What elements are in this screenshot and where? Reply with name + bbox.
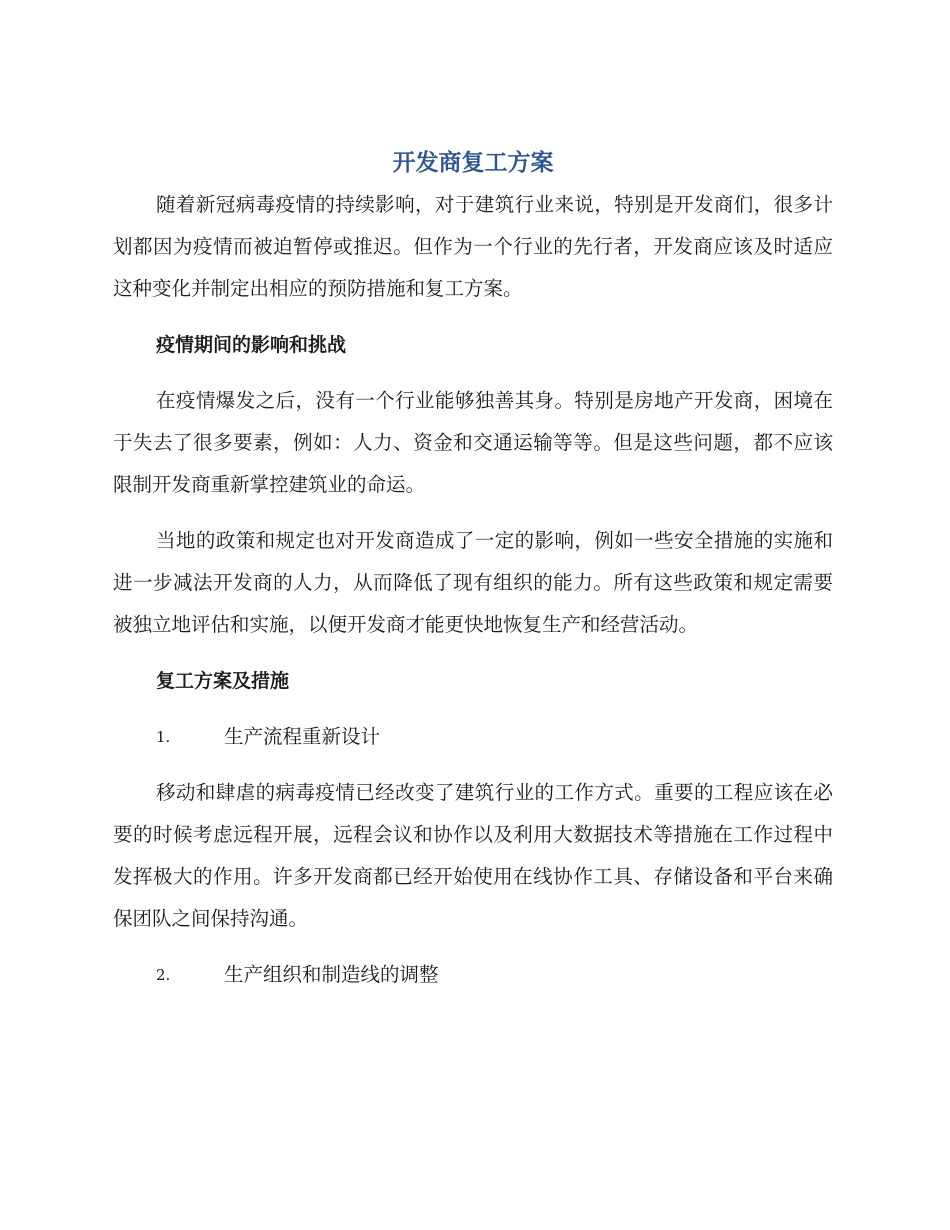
document-body [113, 142, 833, 996]
spacer [113, 506, 833, 520]
list-number: 1. [156, 728, 171, 746]
intro-paragraph: 随着新冠病毒疫情的持续影响，对于建筑行业来说，特别是开发商们，很多计划都因为疫情而被迫暂停或推迟。但作为一个行业的先行者，开发商应该及时适应这种变化并制定出相应的预防措施和复工方案。 [113, 193, 833, 300]
spacer [113, 310, 833, 324]
spacer [113, 758, 833, 772]
list-item-2 [113, 954, 833, 996]
impact-paragraph-2: 当地的政策和规定也对开发商造成了一定的影响，例如一些安全措施的实施和进一步减法开发商的人力，从而降低了现有组织的能力。所有这些政策和规定需要被独立地评估和实施，以便开发商才能更快地恢复生产和经营活动。 [113, 529, 833, 636]
spacer [113, 646, 833, 660]
spacer [113, 940, 833, 954]
measures-paragraph-1: 移动和肆虐的病毒疫情已经改变了建筑行业的工作方式。重要的工程应该在必要的时候考虑远程开展，远程会议和协作以及利用大数据技术等措施在工作过程中发挥极大的作用。许多开发商都已经开始使用在线协作工具、存储设备和平台来确保团队之间保持沟通。 [113, 781, 833, 930]
list-number: 2. [156, 966, 171, 984]
list-label: 生产组织和制造线的调整 [224, 963, 439, 986]
spacer [113, 702, 833, 716]
document-title: 开发商复工方案 [392, 150, 554, 176]
section-heading-measures: 复工方案及措施 [156, 670, 290, 692]
section-heading-impact: 疫情期间的影响和挑战 [156, 334, 347, 356]
list-item-1 [113, 716, 833, 758]
list-label: 生产流程重新设计 [224, 725, 381, 748]
spacer [113, 366, 833, 380]
impact-paragraph-1: 在疫情爆发之后，没有一个行业能够独善其身。特别是房地产开发商，困境在于失去了很多要素，例如：人力、资金和交通运输等等。但是这些问题，都不应该限制开发商重新掌控建筑业的命运。 [113, 389, 833, 496]
